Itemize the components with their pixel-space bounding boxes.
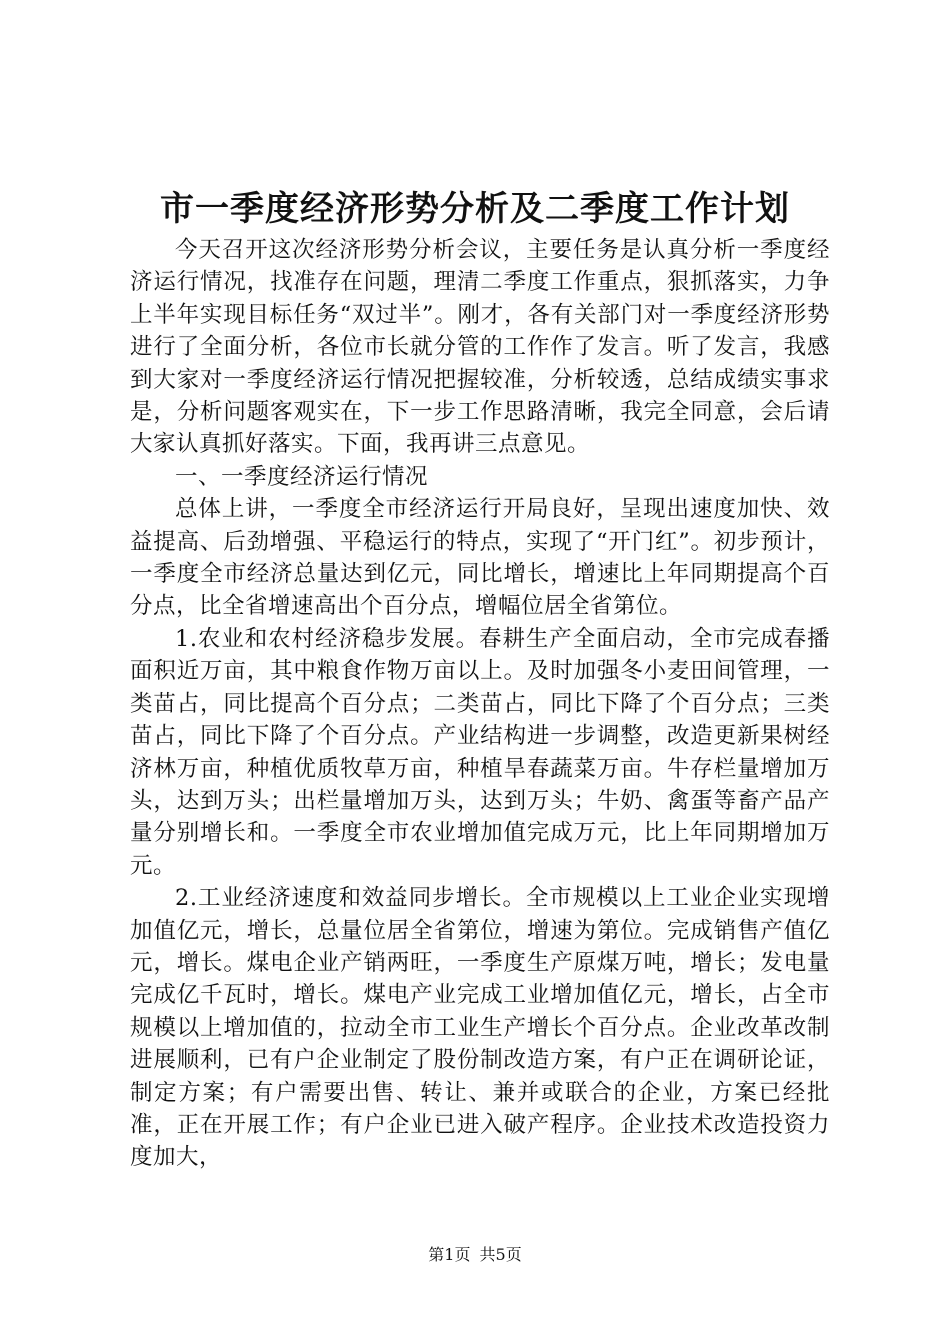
page-number: 第1页 xyxy=(428,1245,471,1264)
document-title: 市一季度经济形势分析及二季度工作计划 xyxy=(160,189,790,229)
section-heading: 一、一季度经济运行情况 xyxy=(175,463,429,490)
paragraph-overview: 总体上讲，一季度全市经济运行开局良好，呈现出速度加快、效益提高、后劲增强、平稳运行的特点，实现了“开门红”。初步预计，一季度全市经济总量达到亿元，同比增长，增速比上年同期提高个百分点，比全省增速高出个百分点，增幅位居全省第位。 xyxy=(130,496,830,620)
page-footer xyxy=(0,1244,950,1266)
paragraph-agriculture: 1.农业和农村经济稳步发展。春耕生产全面启动，全市完成春播面积近万亩，其中粮食作物万亩以上。及时加强冬小麦田间管理，一类苗占，同比提高个百分点；二类苗占，同比下降了个百分点；三类苗占，同比下降了个百分点。产业结构进一步调整，改造更新果树经济林万亩，种植优质牧草万亩，种植旱春蔬菜万亩。牛存栏量增加万头，达到万头；出栏量增加万头，达到万头；牛奶、禽蛋等畜产品产量分别增长和。一季度全市农业增加值完成万元，比上年同期增加万元。 xyxy=(130,625,830,879)
paragraph-intro: 今天召开这次经济形势分析会议，主要任务是认真分析一季度经济运行情况，找准存在问题，理清二季度工作重点，狠抓落实，力争上半年实现目标任务“双过半”。刚才，各有关部门对一季度经济形势进行了全面分析，各位市长就分管的工作作了发言。听了发言，我感到大家对一季度经济运行情况把握较准，分析较透，总结成绩实事求是，分析问题客观实在，下一步工作思路清晰，我完全同意，会后请大家认真抓好落实。下面，我再讲三点意见。 xyxy=(130,237,830,458)
document-body xyxy=(130,234,830,1174)
paragraph-industry: 2.工业经济速度和效益同步增长。全市规模以上工业企业实现增加值亿元，增长，总量位居全省第位，增速为第位。完成销售产值亿元，增长。煤电企业产销两旺，一季度生产原煤万吨，增长；发电量完成亿千瓦时，增长。煤电产业完成工业增加值亿元，增长，占全市规模以上增加值的，拉动全市工业生产增长个百分点。企业改革改制进展顺利，已有户企业制定了股份制改造方案，有户正在调研论证，制定方案；有户需要出售、转让、兼并或联合的企业，方案已经批准，正在开展工作；有户企业已进入破产程序。企业技术改造投资力度加大， xyxy=(130,885,830,1171)
page-total: 共5页 xyxy=(479,1245,522,1264)
